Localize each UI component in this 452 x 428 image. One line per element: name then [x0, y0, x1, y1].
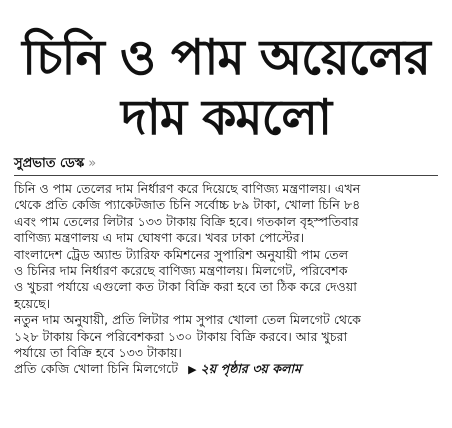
continued-line — [14, 361, 438, 378]
text-line: বাণিজ্য মন্ত্রণালয় এ দাম ঘোষণা করে। খবর ঢাকা পোস্টের। — [14, 230, 305, 246]
last-line-text: প্রতি কেজি খোলা চিনি মিলগেটে — [14, 361, 179, 377]
paragraph-2 — [14, 247, 438, 313]
byline — [14, 154, 96, 175]
text-line: ও খুচরা পর্যায়ে এগুলো কত টাকা বিক্রি করা হবে তা ঠিক করে দেওয়া — [14, 279, 357, 295]
headline-line-1: চিনি ও পাম অয়েলের — [22, 29, 430, 86]
byline-divider — [14, 175, 438, 176]
headline-line-2: দাম কমলো — [120, 89, 332, 146]
triangle-right-icon: ▶ — [188, 363, 197, 377]
paragraph-1 — [14, 181, 438, 247]
paragraph-3 — [14, 312, 438, 361]
text-line: ১২৮ টাকায় কিনে পরিবেশকরা ১৩০ টাকায় বিক্রি করবে। আর খুচরা — [14, 328, 348, 344]
text-line: থেকে প্রতি কেজি প্যাকেটজাত চিনি সর্বোচ্চ ৮৯ টাকা, খোলা চিনি ৮৪ — [14, 197, 361, 213]
article-body — [14, 181, 438, 379]
text-line: নতুন দাম অনুযায়ী, প্রতি লিটার পাম সুপার খোলা তেল মিলগেট থেকে — [14, 312, 361, 328]
text-line: ও চিনির দাম নির্ধারণ করেছে বাণিজ্য মন্ত্রণালয়। মিলগেট, পরিবেশক — [14, 263, 348, 279]
text-line: চিনি ও পাম তেলের দাম নির্ধারণ করে দিয়েছে বাণিজ্য মন্ত্রণালয়। এখন — [14, 181, 361, 196]
chevron-right-icon: » — [88, 156, 97, 171]
text-line: এবং পাম তেলের লিটার ১৩৩ টাকায় বিক্রি হবে। গতকাল বৃহস্পতিবার — [14, 213, 359, 229]
text-line: হয়েছে। — [14, 295, 51, 311]
text-line: বাংলাদেশ ট্রেড অ্যান্ড ট্যারিফ কমিশনের সুপারিশ অনুযায়ী পাম তেল — [14, 246, 349, 262]
continued-on-reference: ২য় পৃষ্ঠার ৩য় কলাম — [200, 361, 302, 377]
byline-author: সুপ্রভাত ডেস্ক — [14, 156, 85, 171]
text-line: পর্যায়ে তা বিক্রি হবে ১৩৩ টাকায়। — [14, 345, 182, 361]
